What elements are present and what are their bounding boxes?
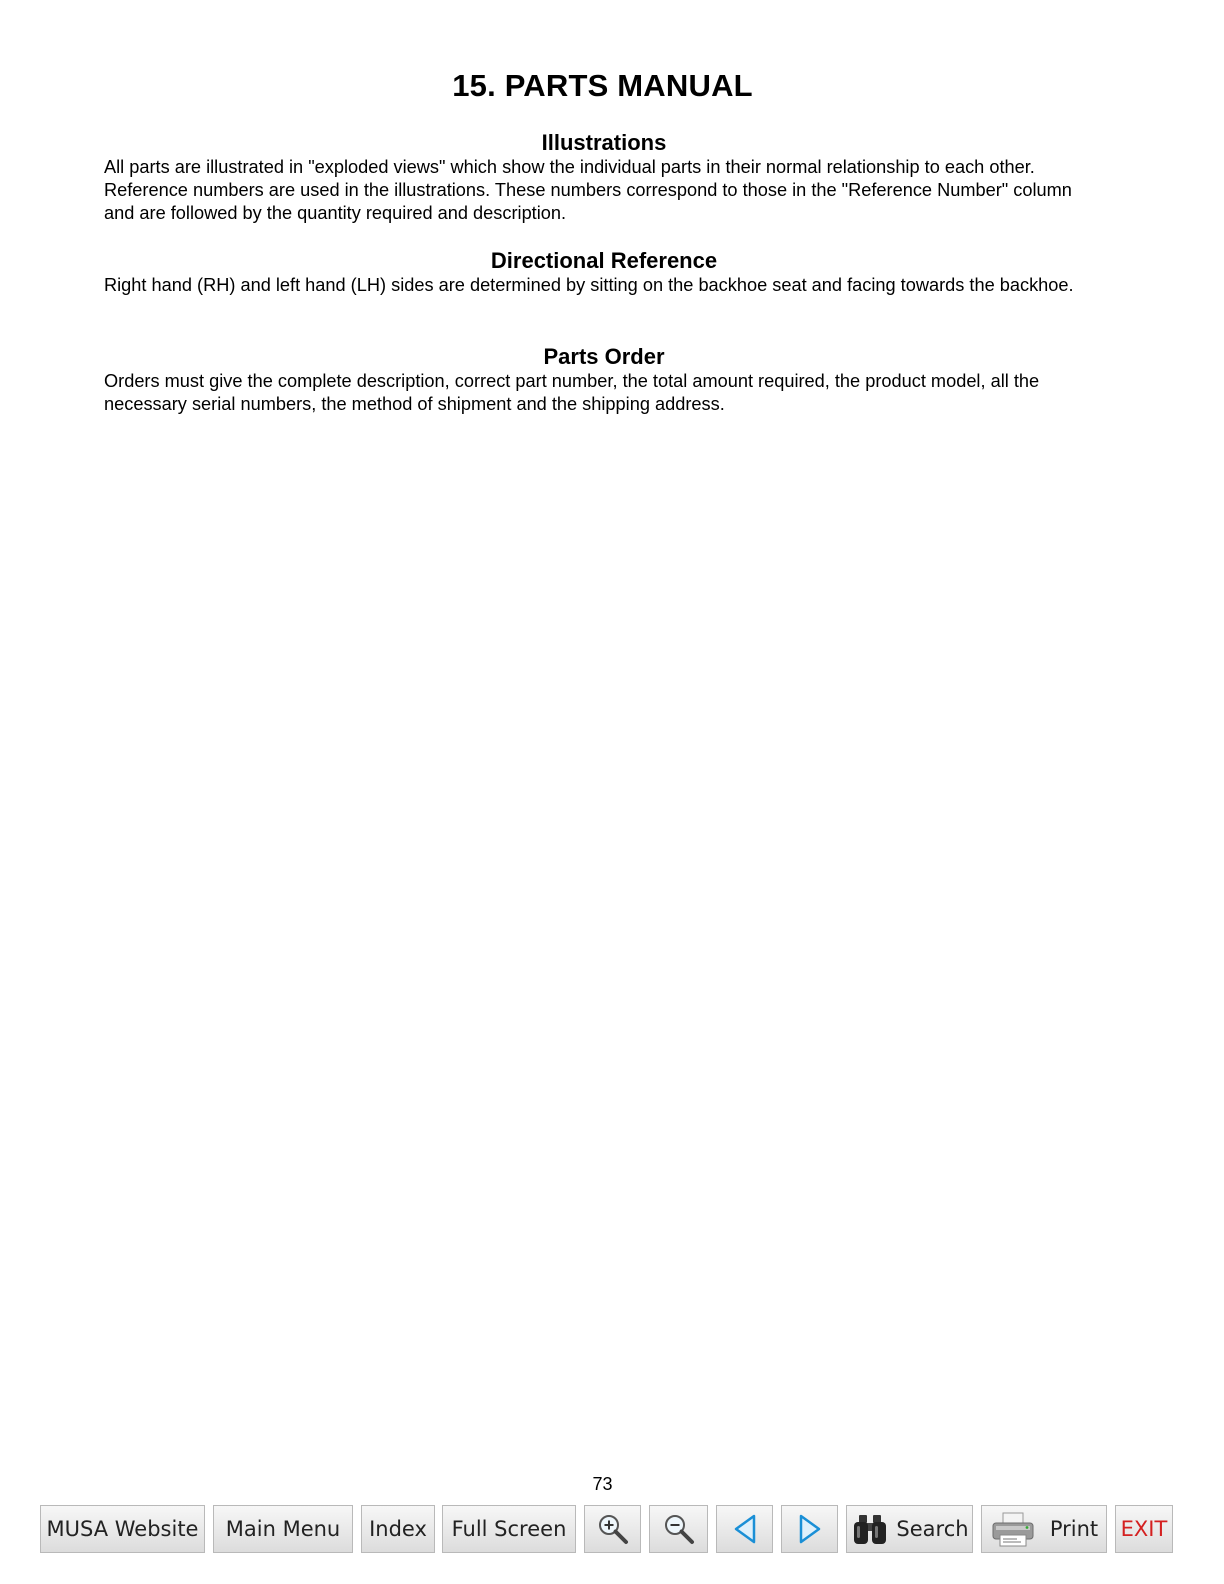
section-heading: Parts Order xyxy=(543,344,665,369)
musa-website-button[interactable] xyxy=(40,1505,205,1553)
section-body: Orders must give the complete description, correct part number, the total amount required, the product model, all the necessary serial numbers, the method of shipment and the shipping address. xyxy=(104,371,1040,414)
exit-label: EXIT xyxy=(1120,1517,1168,1541)
section-body: All parts are illustrated in "exploded views" which show the individual parts in their normal relationship to each other. Reference numbers are used in the illustrations. These numbers correspond to those in the "Reference Number" column and are followed by the quantity required and description. xyxy=(104,157,1072,223)
next-page-button[interactable] xyxy=(781,1505,838,1553)
previous-page-button[interactable] xyxy=(716,1505,773,1553)
zoom-in-button[interactable] xyxy=(584,1505,641,1553)
index-button[interactable] xyxy=(361,1505,435,1553)
full-screen-button[interactable] xyxy=(442,1505,576,1553)
triangle-left-icon xyxy=(730,1512,760,1546)
section-illustrations xyxy=(104,130,1104,225)
print-label: Print xyxy=(1049,1517,1099,1541)
print-button[interactable] xyxy=(981,1505,1107,1553)
main-menu-button[interactable] xyxy=(213,1505,353,1553)
section-heading: Illustrations xyxy=(541,130,667,155)
full-screen-label: Full Screen xyxy=(451,1517,567,1541)
index-label: Index xyxy=(369,1517,427,1541)
search-label: Search xyxy=(896,1517,969,1541)
section-directional-reference xyxy=(104,248,1104,297)
zoom-out-button[interactable] xyxy=(649,1505,708,1553)
triangle-right-icon xyxy=(795,1512,825,1546)
section-body: Right hand (RH) and left hand (LH) sides are determined by sitting on the backhoe seat and facing towards the backhoe. xyxy=(104,275,1074,295)
printer-icon xyxy=(990,1510,1036,1548)
zoom-out-icon xyxy=(661,1511,697,1547)
binoculars-icon xyxy=(850,1511,890,1547)
exit-button[interactable] xyxy=(1115,1505,1173,1553)
main-menu-label: Main Menu xyxy=(225,1517,341,1541)
musa-website-label: MUSA Website xyxy=(46,1517,199,1541)
search-button[interactable] xyxy=(846,1505,973,1553)
section-heading: Directional Reference xyxy=(490,248,718,273)
page-title: 15. PARTS MANUAL xyxy=(452,68,753,103)
zoom-in-icon xyxy=(595,1511,631,1547)
section-parts-order xyxy=(104,344,1104,416)
page-number: 73 xyxy=(592,1474,613,1494)
